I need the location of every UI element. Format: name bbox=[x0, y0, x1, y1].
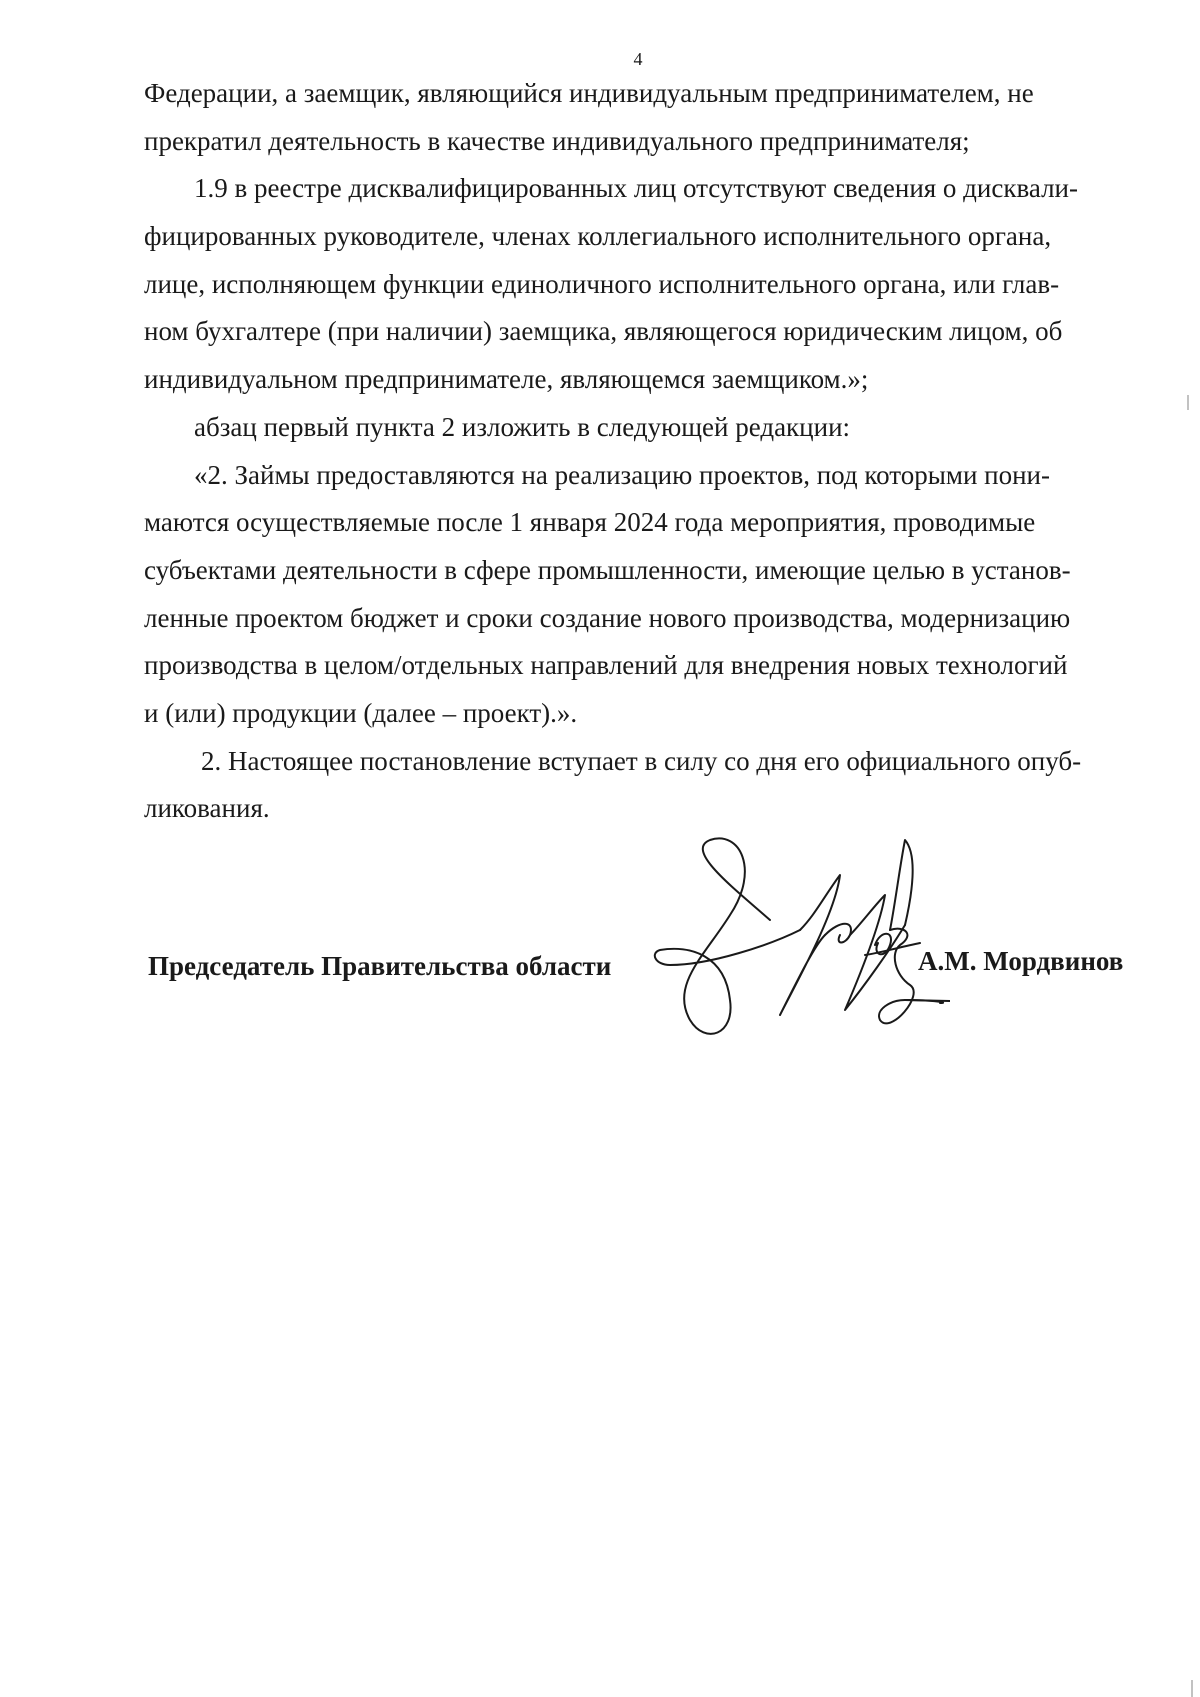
text-line: ленные проектом бюджет и сроки создание нового производства, модернизацию bbox=[144, 602, 1071, 633]
text-line: Федерации, а заемщик, являющийся индивидуальным предпринимателем, не bbox=[144, 78, 1034, 108]
scan-edge-marks bbox=[1170, 0, 1200, 1697]
text-line: лице, исполняющем функции единоличного исполнительного органа, или глав- bbox=[144, 268, 1060, 299]
text-line: прекратил деятельность в качестве индивидуального предпринимателя; bbox=[144, 125, 970, 156]
text-line: 1.9 в реестре дисквалифицированных лиц отсутствуют сведения о дисквали- bbox=[194, 173, 1078, 204]
text-line: «2. Займы предоставляются на реализацию проектов, под которыми пони- bbox=[194, 459, 1050, 490]
text-line: абзац первый пункта 2 изложить в следующей редакции: bbox=[194, 411, 851, 442]
handwritten-signature bbox=[650, 835, 950, 1060]
text-line: фицированных руководителе, членах коллегиального исполнительного органа, bbox=[144, 221, 1052, 252]
text-line: субъектами деятельности в сфере промышленности, имеющие целью в установ- bbox=[144, 554, 1071, 585]
text-line: маются осуществляемые после 1 января 2024 года мероприятия, проводимые bbox=[144, 507, 1036, 538]
text-line: и (или) продукции (далее – проект).». bbox=[144, 697, 578, 728]
page-number: 4 bbox=[633, 49, 643, 69]
text-line: 2. Настоящее постановление вступает в силу со дня его официального опуб- bbox=[201, 745, 1082, 776]
document-body bbox=[144, 70, 1136, 833]
signatory-title: Председатель Правительства области bbox=[148, 951, 612, 981]
text-line: индивидуальном предпринимателе, являющемся заемщиком.»; bbox=[144, 364, 869, 395]
text-line: производства в целом/отдельных направлений для внедрения новых технологий bbox=[144, 650, 1068, 681]
text-line: ликования. bbox=[144, 793, 270, 824]
text-line: ном бухгалтере (при наличии) заемщика, являющегося юридическим лицом, об bbox=[144, 316, 1063, 347]
signatory-name: А.М. Мордвинов bbox=[918, 946, 1124, 976]
